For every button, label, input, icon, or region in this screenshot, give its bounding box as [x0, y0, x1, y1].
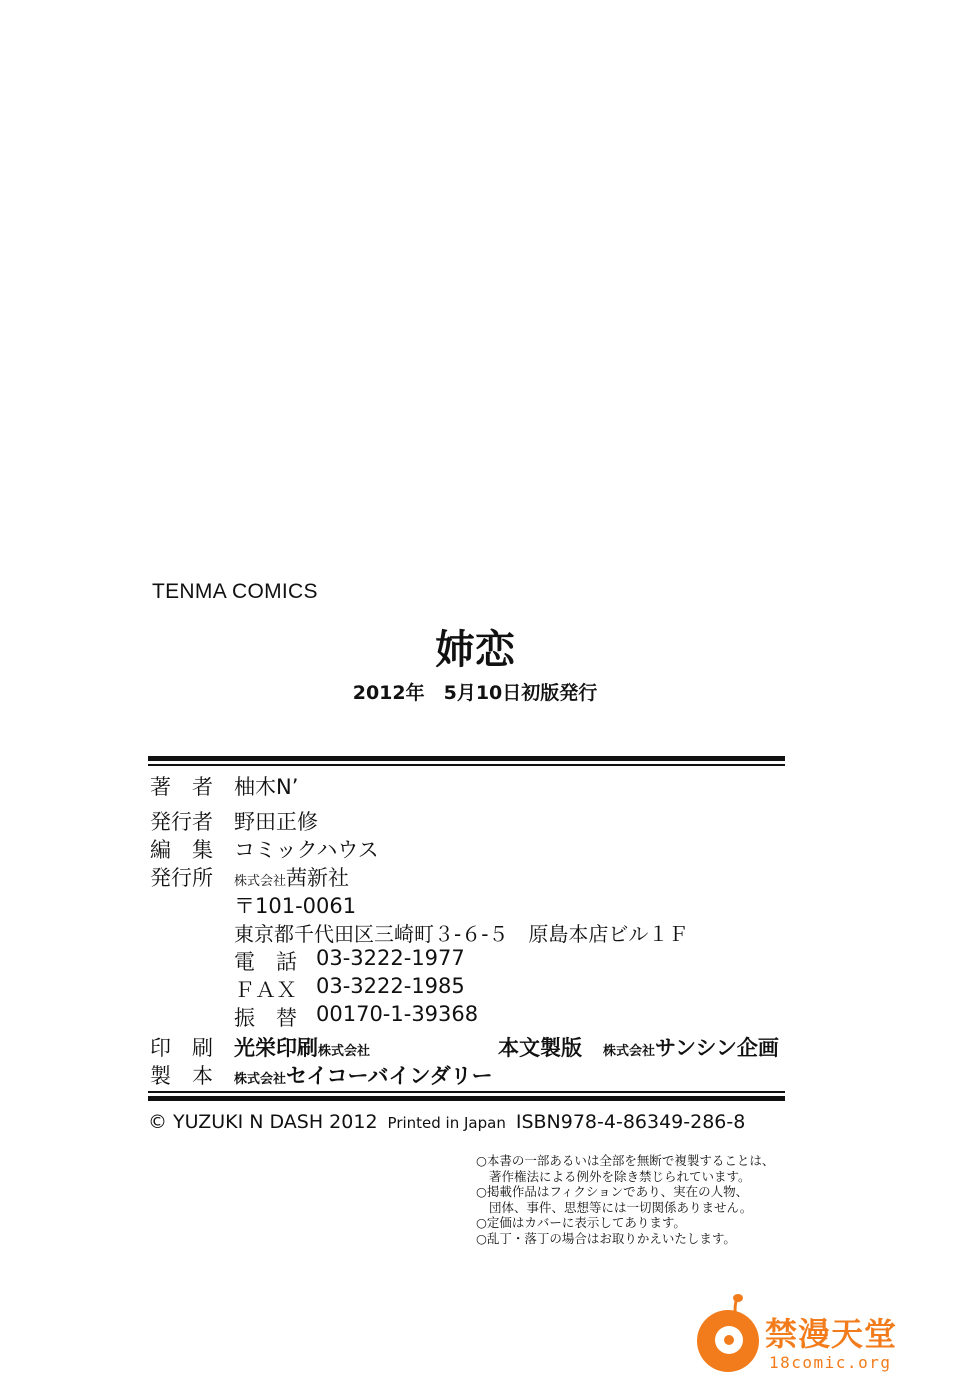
sprout-icon	[727, 1293, 743, 1315]
body-printer-prefix: 株式会社	[603, 1044, 656, 1059]
book-title: 姉恋	[435, 627, 515, 673]
author-name: 柚木N’	[234, 775, 299, 799]
issuer-name	[234, 862, 349, 892]
rule-top-thick	[148, 756, 785, 761]
binder-name	[234, 1060, 493, 1090]
postal-code: 〒101-0061	[234, 894, 357, 918]
body-printer-company: サンシン企画	[655, 1036, 779, 1060]
address: 東京都千代田区三崎町３-６-５ 原島本店ビル１Ｆ	[234, 922, 689, 946]
printer-name	[234, 1032, 370, 1062]
note-line: ○本書の一部あるいは全部を無断で複製することは、	[476, 1153, 775, 1168]
publisher-label: 発行者	[150, 810, 213, 834]
binder-prefix: 株式会社	[234, 1072, 287, 1087]
rule-bottom-thin	[148, 1091, 785, 1093]
fax-label: ＦＡＸ	[234, 978, 297, 1002]
printer-company: 光栄印刷	[234, 1036, 318, 1060]
editor-name: コミックハウス	[234, 838, 379, 862]
editor-label: 編 集	[150, 838, 213, 862]
author-label: 著 者	[150, 775, 213, 799]
printer-suffix: 株式会社	[318, 1044, 371, 1059]
rule-bottom-thick	[148, 1096, 785, 1101]
note-line: ○乱丁・落丁の場合はお取りかえいたします。	[476, 1230, 736, 1246]
transfer-label: 振 替	[234, 1006, 297, 1030]
note-line: 著作権法による例外を除き禁じられています。	[489, 1168, 751, 1184]
binder-company: セイコーバインダリー	[286, 1064, 493, 1088]
isbn: ISBN978-4-86349-286-8	[515, 1111, 746, 1133]
note-line: 団体、事件、思想等には一切関係ありません。	[489, 1199, 753, 1215]
binding-label: 製 本	[150, 1064, 213, 1088]
series-name: TENMA COMICS	[152, 580, 318, 603]
issuer-prefix: 株式会社	[234, 874, 287, 889]
print-label: 印 刷	[150, 1036, 213, 1060]
fax-number: 03-3222-1985	[316, 974, 465, 998]
copyright-line	[148, 1111, 745, 1133]
watermark-logo	[697, 1293, 917, 1383]
printed-in: Printed in Japan	[387, 1114, 506, 1132]
issuer-company: 茜新社	[286, 866, 350, 890]
watermark-text: 禁漫天堂	[765, 1315, 898, 1353]
note-line: ○定価はカバーに表示してあります。	[476, 1215, 686, 1230]
publisher-name: 野田正修	[234, 810, 318, 834]
notes	[476, 1153, 774, 1246]
copyright-text: © YUZUKI N DASH 2012	[148, 1111, 378, 1133]
mascot-icon	[697, 1310, 759, 1372]
publication-date: 2012年 5月10日初版発行	[352, 682, 598, 704]
tel-label: 電 話	[234, 950, 297, 974]
rule-top-thin	[148, 764, 785, 766]
issuer-label: 発行所	[150, 866, 213, 890]
transfer-number: 00170-1-39368	[316, 1002, 479, 1026]
note-line: ○掲載作品はフィクションであり、実在の人物、	[476, 1184, 749, 1199]
watermark-url: 18comic.org	[769, 1353, 892, 1372]
body-printer-name	[603, 1032, 779, 1062]
tel-number: 03-3222-1977	[316, 946, 465, 970]
body-print-label: 本文製版	[498, 1036, 582, 1060]
